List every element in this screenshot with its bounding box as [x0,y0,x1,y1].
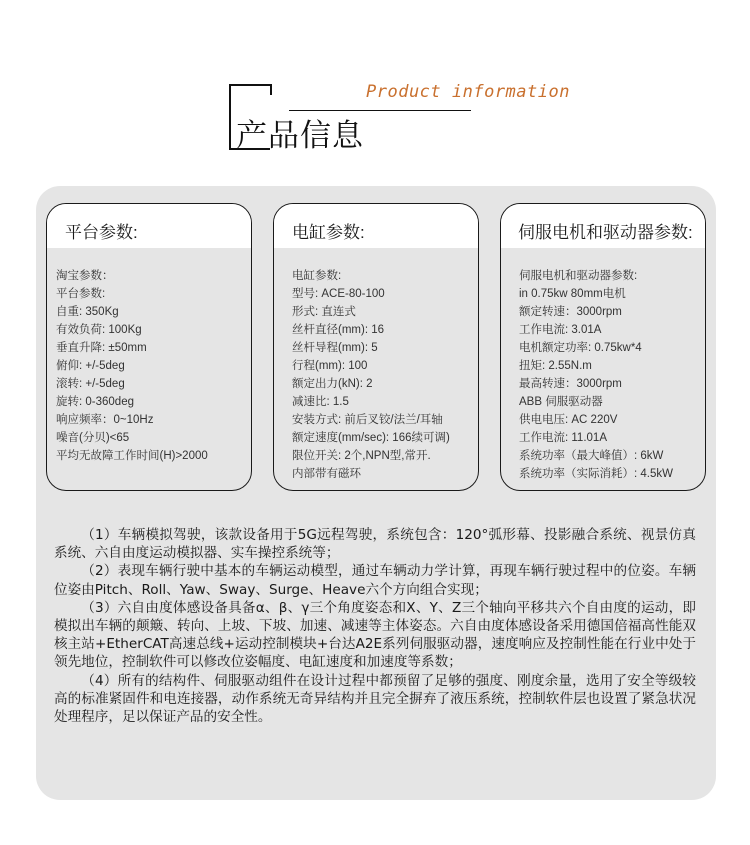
spec-line: 淘宝参数： [56,270,114,282]
card-body [501,248,705,483]
spec-line: 伺服电机和驱动器参数: [519,270,638,282]
product-description [54,526,696,726]
spec-line: 行程(mm): 100 [292,360,368,372]
spec-line: 有效负荷: 100Kg [56,324,142,336]
spec-line: 额定速度(mm/sec): 166续可调) [292,432,450,444]
spec-line: 限位开关: 2个,NPN型,常开. [292,450,431,462]
card-body [47,248,251,465]
spec-line: 滚转: +/-5deg [56,378,125,390]
card-title: 平台参数: [65,223,138,242]
spec-line: 额定出力(kN): 2 [292,378,373,390]
spec-line: 减速比: 1.5 [292,396,349,408]
spec-line: 工作电流: 11.01A [519,432,607,444]
spec-line: 工作电流: 3.01A [519,324,602,336]
spec-line: 系统功率（最大峰值）: 6kW [519,450,664,462]
card-header [274,204,478,248]
spec-line: 噪音(分贝)<65 [56,432,130,444]
card-header [47,204,251,248]
spec-line: 平台参数: [56,288,106,300]
spec-line: 垂直升降: ±50mm [56,342,147,354]
spec-line: 形式: 直连式 [292,306,356,318]
platform-params-card [46,203,252,491]
spec-line: 旋转: 0-360deg [56,396,134,408]
spec-line: 响应频率：0~10Hz [56,414,154,426]
card-body [274,248,478,483]
actuator-params-card [273,203,479,491]
spec-line: 电机额定功率: 0.75kw*4 [519,342,642,354]
spec-line: 额定转速：3000rpm [519,306,622,318]
spec-line: in 0.75kw 80mm电机 [519,288,626,300]
description-paragraph: （3）六自由度体感设备具备α、β、γ三个角度姿态和X、Y、Z三个轴向平移共六个自由度的运动，即模拟出车辆的颠簸、转向、上坡、下坡、加速、减速等主体姿态。六自由度体感设备采用德国倍福高性能双核主站+EtherCAT高速总线+运动控制模块+台达A2E系列伺服驱动器，速度响应及控制性能在行业中处于领先地位，控制软件可以修改位姿幅度、电缸速度和加速度等系数； [54,599,696,671]
spec-line: 安装方式: 前后叉铰/法兰/耳轴 [292,414,443,426]
spec-line: 最高转速：3000rpm [519,378,622,390]
description-paragraph: （4）所有的结构件、伺服驱动组件在设计过程中都预留了足够的强度、刚度余量，选用了安全等级较高的标准紧固件和电连接器，动作系统无奇异结构并且完全摒弃了液压系统，控制软件层也设置了紧急状况处理程序，足以保证产品的安全性。 [54,672,696,726]
card-title: 电缸参数: [292,223,365,242]
description-paragraph: （1）车辆模拟驾驶，该款设备用于5G远程驾驶，系统包含：120°弧形幕、投影融合系统、视景仿真系统、六自由度运动模拟器、实车操控系统等； [54,527,696,562]
product-info-panel [36,186,716,800]
spec-line: 型号: ACE-80-100 [292,288,385,300]
card-header [501,204,705,248]
spec-line: 系统功率（实际消耗）: 4.5kW [519,468,673,480]
description-paragraph: （2）表现车辆行驶中基本的车辆运动模型，通过车辆动力学计算，再现车辆行驶过程中的位姿。车辆位姿由Pitch、Roll、Yaw、Sway、Surge、Heave六个方向组合实现； [54,563,696,598]
spec-line: 丝杆导程(mm): 5 [292,342,378,354]
spec-line: 俯仰: +/-5deg [56,360,125,372]
card-title: 伺服电机和驱动器参数: [518,223,693,242]
spec-line: ABB 伺服驱动器 [519,396,603,408]
servo-params-card [500,203,706,491]
spec-line: 电缸参数: [292,270,342,282]
page-title: 产品信息 [236,118,364,154]
spec-line: 内部带有磁环 [292,468,361,480]
english-title: Product information [366,82,570,102]
spec-line: 丝杆直径(mm): 16 [292,324,384,336]
spec-line: 供电电压: AC 220V [519,414,618,426]
section-header [0,0,750,180]
spec-line: 自重: 350Kg [56,306,119,318]
spec-line: 扭矩: 2.55N.m [519,360,592,372]
spec-line: 平均无故障工作时间(H)>2000 [56,450,208,462]
